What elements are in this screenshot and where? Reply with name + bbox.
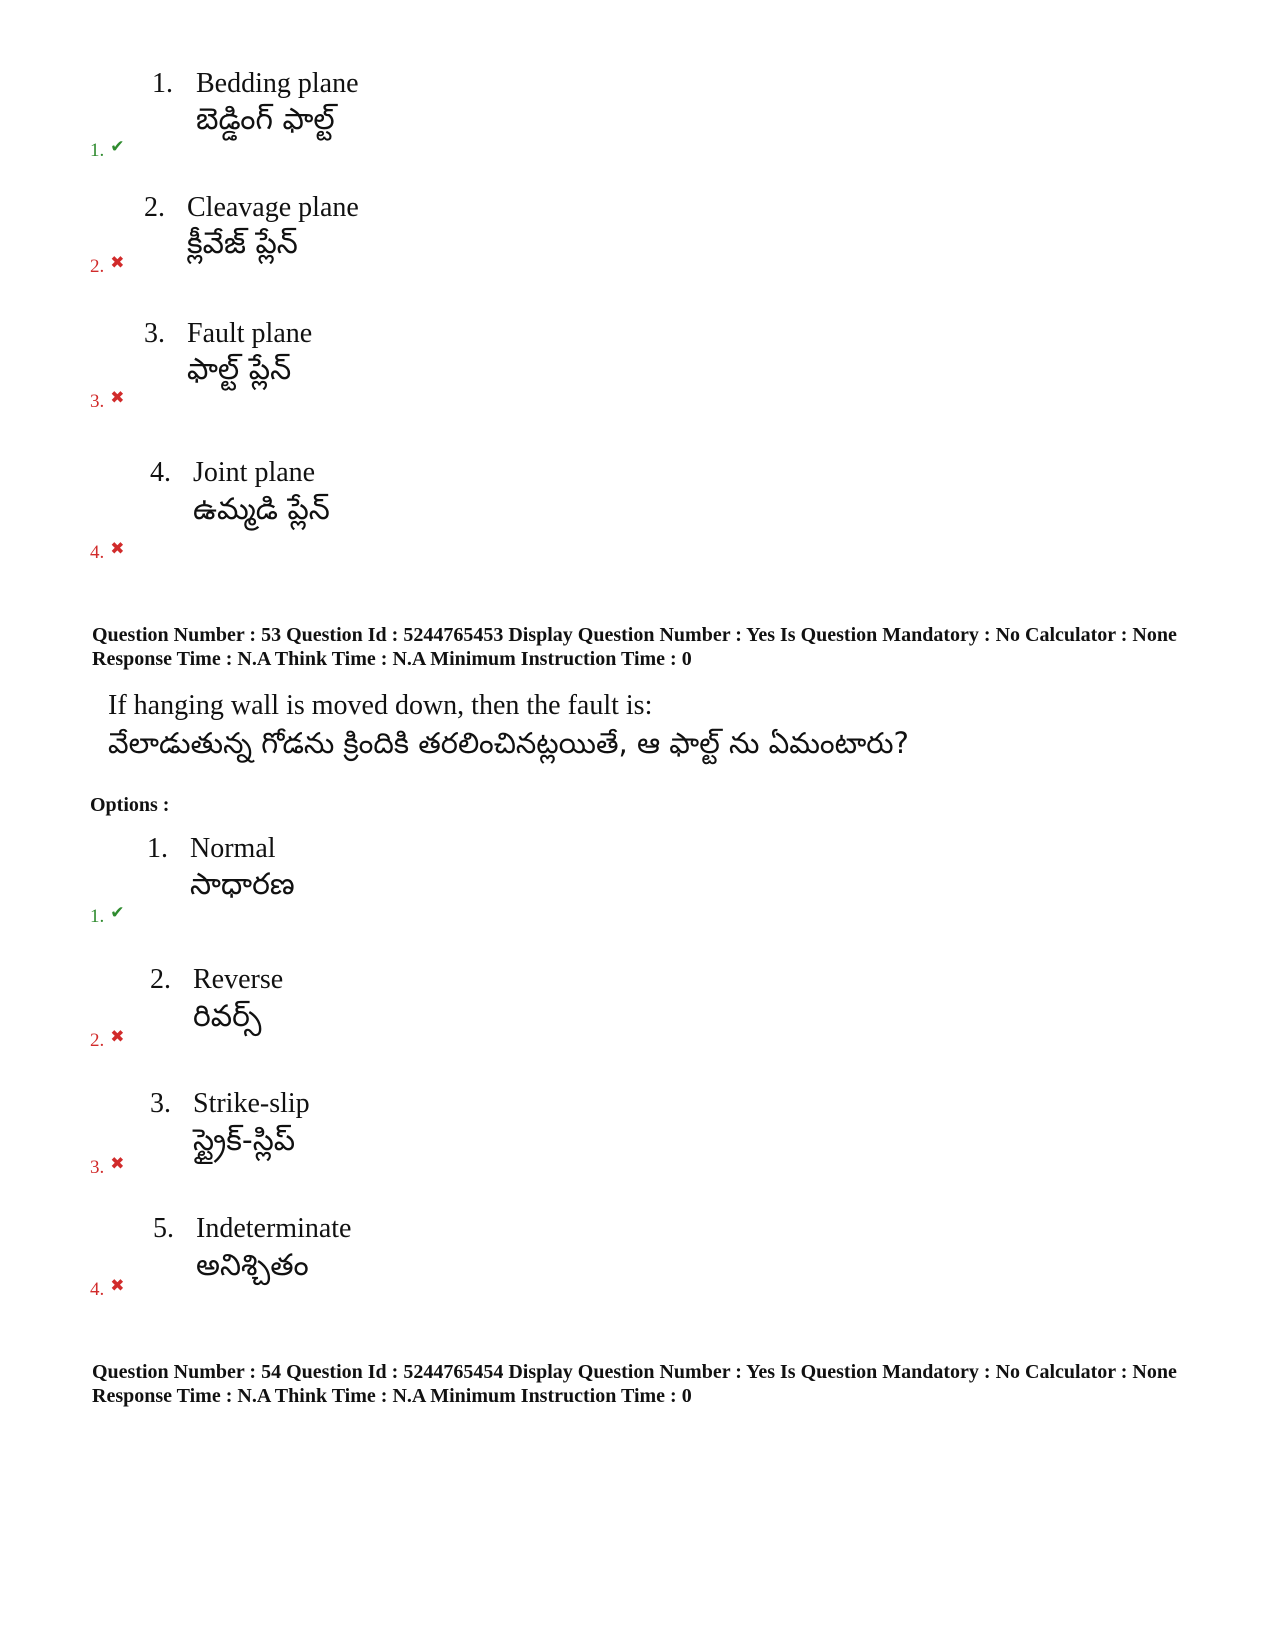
cross-icon: ✖	[110, 1276, 125, 1295]
option-number: 3.	[144, 318, 165, 349]
option-text-en: Indeterminate	[196, 1213, 352, 1244]
cross-icon: ✖	[110, 1154, 125, 1173]
option-marker: 3. ✖	[90, 388, 125, 412]
option-marker: 4. ✖	[90, 539, 125, 563]
options-label: Options :	[90, 794, 170, 816]
question-meta: Question Number : 54 Question Id : 5244765454 Display Question Number : Yes Is Question Mandatory : No Calculator : None Response Time : N.A Think Time : N.A Minimum Instruction Time : 0	[92, 1361, 1177, 1407]
option-text-te: ఫాల్ట్ ప్లేన్	[187, 352, 292, 387]
cross-icon: ✖	[110, 253, 125, 272]
option-text-te: బెడ్డింగ్ ఫాల్ట్	[196, 102, 335, 137]
question-text-te: వేలాడుతున్న గోడను క్రిందికి తరలించినట్లయితే, ఆ ఫాల్ట్ ను ఏమంటారు?	[108, 726, 909, 760]
option-text-en: Cleavage plane	[187, 192, 359, 223]
option-text-te: ఉమ్మడి ప్లేన్	[193, 492, 330, 527]
question-meta: Question Number : 53 Question Id : 5244765453 Display Question Number : Yes Is Question Mandatory : No Calculator : None Response Time : N.A Think Time : N.A Minimum Instruction Time : 0	[92, 624, 1177, 670]
option-number: 2.	[144, 192, 165, 223]
option-marker: 2. ✖	[90, 1027, 125, 1051]
option-text-en: Joint plane	[193, 457, 316, 488]
option-text-en: Reverse	[193, 964, 284, 995]
option-text-te: క్లీవేజ్ ప్లేన్	[187, 226, 298, 261]
option-text-te: స్ట్రైక్-స్లిప్	[193, 1123, 296, 1158]
cross-icon: ✖	[110, 1027, 125, 1046]
cross-icon: ✖	[110, 539, 125, 558]
option-number: 1.	[152, 68, 173, 99]
option-marker: 3. ✖	[90, 1154, 125, 1178]
option-text-en: Normal	[190, 833, 276, 864]
option-number: 5.	[153, 1213, 174, 1244]
option-number: 2.	[150, 964, 171, 995]
option-text-en: Bedding plane	[196, 68, 359, 99]
check-icon: ✔	[110, 137, 125, 156]
option-number: 3.	[150, 1088, 171, 1119]
option-marker: 1. ✔	[90, 137, 125, 161]
check-icon: ✔	[110, 903, 125, 922]
option-marker: 2. ✖	[90, 253, 125, 277]
option-text-te: సాధారణ	[190, 867, 295, 902]
option-text-en: Strike-slip	[193, 1088, 310, 1119]
cross-icon: ✖	[110, 388, 125, 407]
option-text-te: రివర్స్	[193, 999, 262, 1034]
option-text-te: అనిశ్చితం	[196, 1248, 309, 1283]
option-marker: 1. ✔	[90, 903, 125, 927]
question-text-en: If hanging wall is moved down, then the fault is:	[108, 690, 653, 721]
option-number: 4.	[150, 457, 171, 488]
option-number: 1.	[147, 833, 168, 864]
option-marker: 4. ✖	[90, 1276, 125, 1300]
option-text-en: Fault plane	[187, 318, 313, 349]
